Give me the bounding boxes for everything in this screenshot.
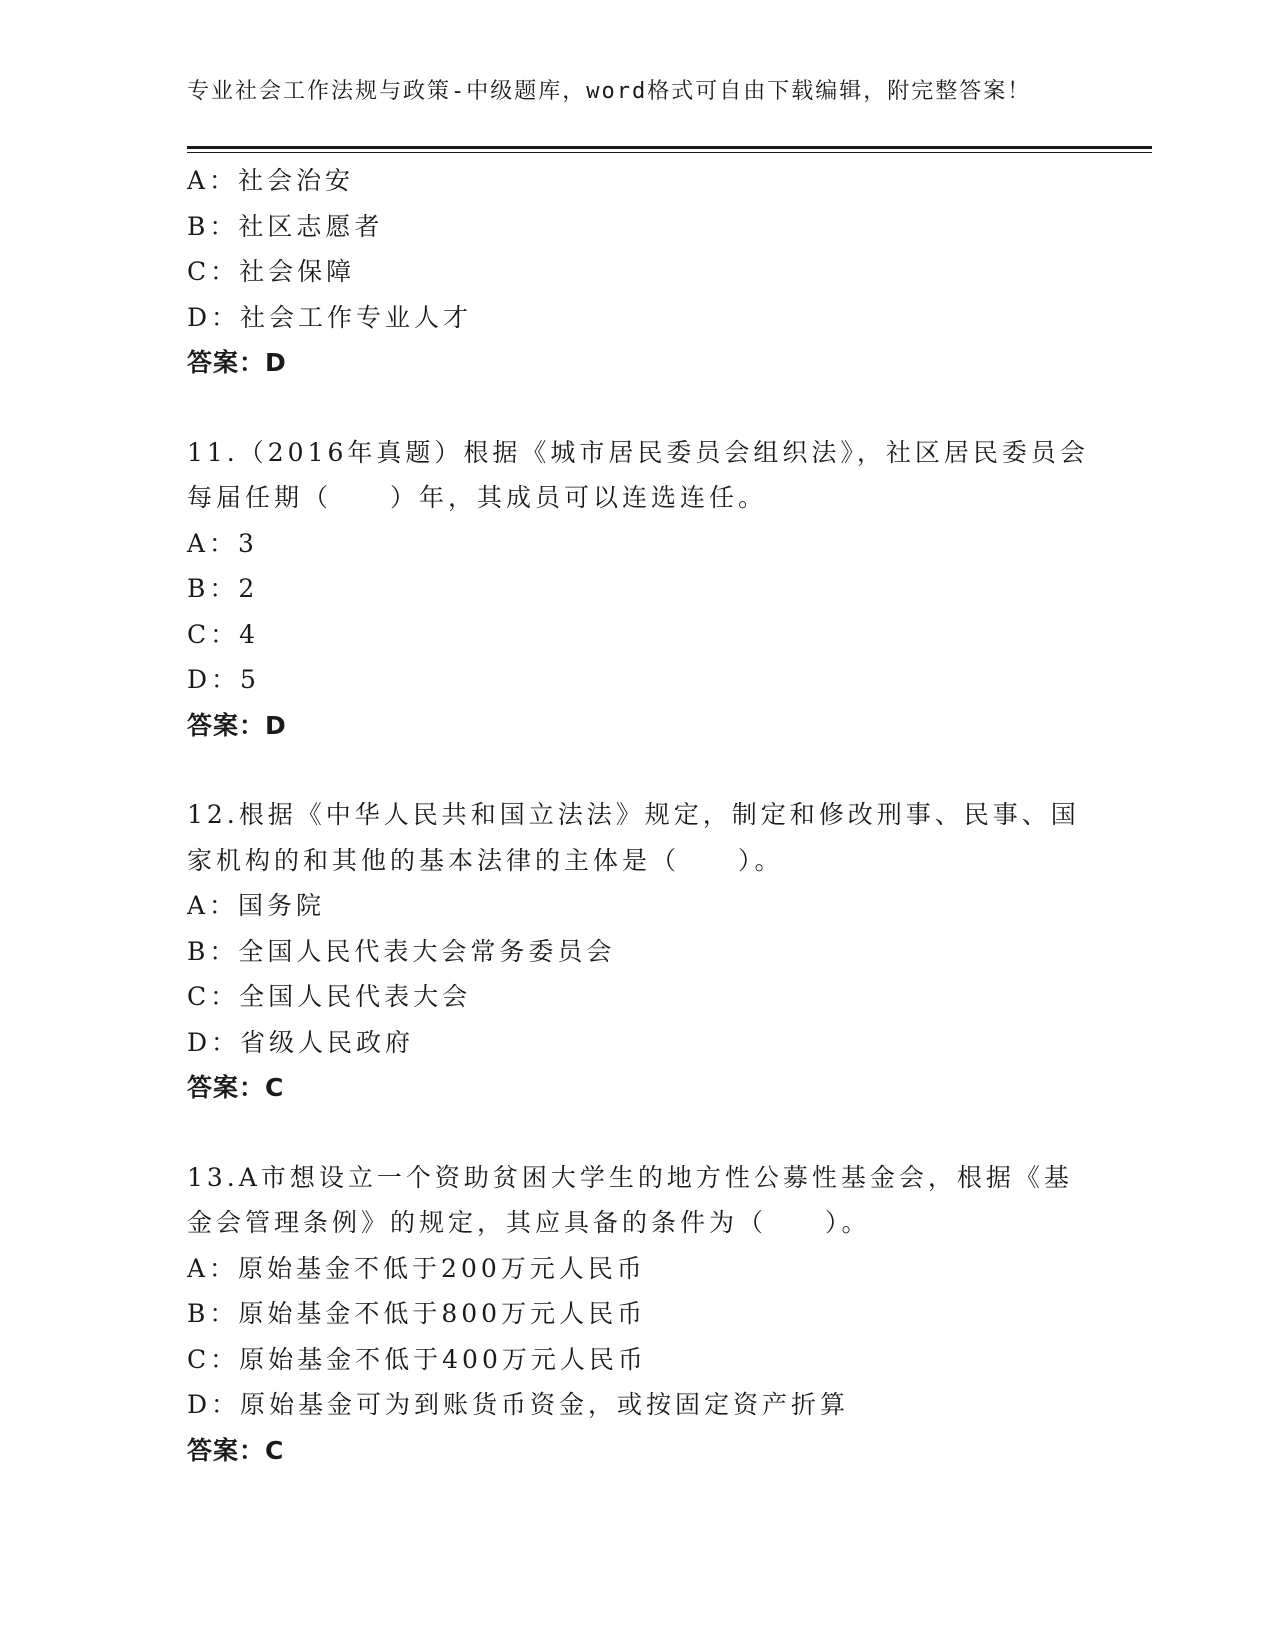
question-text: 金会管理条例》的规定，其应具备的条件为（ ）。 bbox=[187, 1208, 871, 1237]
answer: 答案：D bbox=[187, 348, 287, 377]
question-text: 12.根据《中华人民共和国立法法》规定，制定和修改刑事、民事、国 bbox=[187, 800, 1080, 829]
option-d: D：省级人民政府 bbox=[187, 1027, 415, 1057]
question-10-block bbox=[187, 158, 1087, 386]
option-b: B：全国人民代表大会常务委员会 bbox=[187, 936, 616, 966]
header-rule bbox=[187, 146, 1152, 149]
question-13-block bbox=[187, 1155, 1087, 1474]
question-text: 家机构的和其他的基本法律的主体是（ ）。 bbox=[187, 845, 784, 875]
option-d: D：原始基金可为到账货币资金，或按固定资产折算 bbox=[187, 1390, 850, 1419]
document-body bbox=[187, 158, 1087, 1473]
option-b: B：2 bbox=[187, 574, 259, 603]
option-b: B：社区志愿者 bbox=[187, 211, 384, 241]
answer: 答案：C bbox=[187, 1435, 285, 1465]
option-a: A：社会治安 bbox=[187, 166, 355, 195]
option-a: A：原始基金不低于200万元人民币 bbox=[187, 1253, 646, 1283]
question-text: 11.（2016年真题）根据《城市居民委员会组织法》，社区居民委员会 bbox=[187, 437, 1089, 467]
option-b: B：原始基金不低于800万元人民币 bbox=[187, 1299, 647, 1328]
option-c: C：原始基金不低于400万元人民币 bbox=[187, 1344, 647, 1374]
option-a: A：3 bbox=[187, 528, 258, 558]
option-a: A：国务院 bbox=[187, 891, 326, 920]
question-text: 每届任期（ ）年，其成员可以连选连任。 bbox=[187, 483, 768, 512]
option-c: C：社会保障 bbox=[187, 257, 356, 286]
header-rule-thin bbox=[187, 152, 1152, 153]
answer: 答案：C bbox=[187, 1073, 285, 1102]
option-c: C：全国人民代表大会 bbox=[187, 982, 472, 1011]
question-12-block bbox=[187, 792, 1087, 1111]
question-text: 13.A市想设立一个资助贫困大学生的地方性公募性基金会，根据《基 bbox=[187, 1162, 1073, 1192]
option-d: D：社会工作专业人才 bbox=[187, 302, 473, 332]
option-d: D：5 bbox=[187, 665, 260, 694]
question-11-block bbox=[187, 430, 1087, 749]
option-c: C：4 bbox=[187, 619, 260, 649]
page-header: 专业社会工作法规与政策-中级题库，word格式可自由下载编辑，附完整答案！ bbox=[187, 79, 1032, 104]
answer: 答案：D bbox=[187, 710, 287, 740]
